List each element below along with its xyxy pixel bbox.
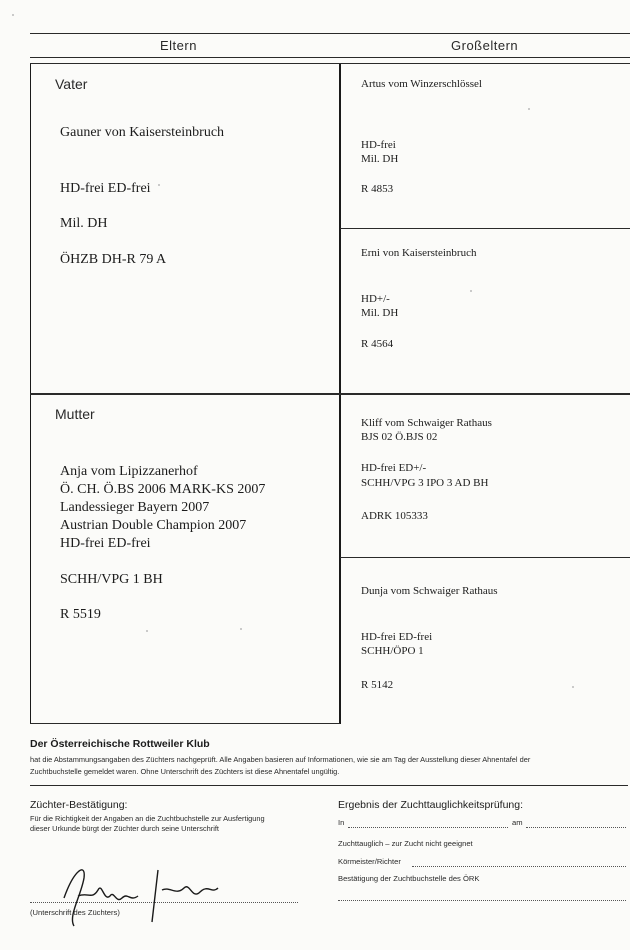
parents-divider xyxy=(30,393,630,395)
father-name: Gauner von Kaisersteinbruch xyxy=(60,125,225,140)
result-in-label: In xyxy=(338,818,345,827)
gp-divider-1 xyxy=(340,228,630,229)
club-text-2: Zuchtbuchstelle gemeldet waren. Ohne Unterschrift des Züchters ist diese Ahnentafel ungültig. xyxy=(30,767,340,776)
grandparents-header: Großeltern xyxy=(451,38,519,53)
result-bestaetigung-field[interactable] xyxy=(338,900,626,901)
result-bestaetigung-label: Bestätigung der Zuchtbuchstelle des ÖRK xyxy=(338,874,480,883)
scan-speck xyxy=(240,628,242,630)
scan-speck xyxy=(146,630,148,632)
top-rule xyxy=(30,33,630,34)
gp2-reg: R 4564 xyxy=(361,338,394,350)
scan-speck xyxy=(470,290,472,292)
club-title: Der Österreichische Rottweiler Klub xyxy=(30,738,210,750)
result-am-label: am xyxy=(512,818,523,827)
gp4-line1: HD-frei ED-frei xyxy=(361,631,433,643)
breeder-text-1: Für die Richtigkeit der Angaben an die Zuchtbuchstelle zur Ausfertigung xyxy=(30,814,265,823)
table-top-border xyxy=(30,63,630,64)
result-koermeister-label: Körmeister/Richter xyxy=(338,857,401,866)
result-am-field[interactable] xyxy=(526,827,626,828)
result-title: Ergebnis der Zuchttauglichkeitsprüfung: xyxy=(338,799,524,811)
gp2-name: Erni von Kaisersteinbruch xyxy=(361,247,477,259)
gp3-line1: HD-frei ED+/- xyxy=(361,462,427,474)
mother-work: SCHH/VPG 1 BH xyxy=(60,572,163,587)
breeder-title: Züchter-Bestätigung: xyxy=(30,799,128,811)
gp1-reg: R 4853 xyxy=(361,183,394,195)
parents-header: Eltern xyxy=(160,38,197,53)
father-health: HD-frei ED-frei xyxy=(60,181,151,196)
scan-speck xyxy=(158,184,160,186)
gp4-line2: SCHH/ÖPO 1 xyxy=(361,645,424,657)
gp3-line2: SCHH/VPG 3 IPO 3 AD BH xyxy=(361,477,489,489)
gp3-name: Kliff vom Schwaiger Rathaus xyxy=(361,417,492,429)
breeder-signature-line xyxy=(30,902,298,903)
gp2-line2: Mil. DH xyxy=(361,307,399,319)
mother-health: HD-frei ED-frei xyxy=(60,536,151,551)
result-zucht-label: Zuchttauglich – zur Zucht nicht geeignet xyxy=(338,839,473,848)
result-in-field[interactable] xyxy=(348,827,508,828)
breeder-text-2: dieser Urkunde bürgt der Züchter durch seine Unterschrift xyxy=(30,824,219,833)
scan-speck xyxy=(12,14,14,16)
result-koermeister-field[interactable] xyxy=(412,866,626,867)
gp3-titles: BJS 02 Ö.BJS 02 xyxy=(361,431,438,443)
club-text-1: hat die Abstammungsangaben des Züchters nachgeprüft. Alle Angaben basieren auf Informationen, wie sie am Tag der Ausstellung dieser Ahnentafel der xyxy=(30,755,531,764)
breeder-signature xyxy=(58,860,228,930)
mother-titles: Ö. CH. Ö.BS 2006 MARK-KS 2007 xyxy=(60,482,266,497)
mother-winner: Landessieger Bayern 2007 xyxy=(60,500,210,515)
footer-rule xyxy=(30,785,628,786)
gp1-name: Artus vom Winzerschlössel xyxy=(361,78,482,90)
gp3-reg: ADRK 105333 xyxy=(361,510,428,522)
father-title: Vater xyxy=(55,76,88,92)
gp1-line2: Mil. DH xyxy=(361,153,399,165)
mother-reg: R 5519 xyxy=(60,607,101,622)
gp4-name: Dunja vom Schwaiger Rathaus xyxy=(361,585,498,597)
father-reg: ÖHZB DH-R 79 A xyxy=(60,252,167,267)
gp4-reg: R 5142 xyxy=(361,679,394,691)
scan-speck xyxy=(572,686,574,688)
header-rule xyxy=(30,57,630,58)
mother-title: Mutter xyxy=(55,406,95,422)
breeder-signature-label: (Unterschrift des Züchters) xyxy=(30,908,120,917)
gp2-line1: HD+/- xyxy=(361,293,390,305)
table-bottom-border xyxy=(30,723,340,724)
gp-divider-2 xyxy=(340,557,630,558)
mother-name: Anja vom Lipizzanerhof xyxy=(60,464,198,479)
father-mil: Mil. DH xyxy=(60,216,108,231)
scan-speck xyxy=(528,108,530,110)
gp1-line1: HD-frei xyxy=(361,139,396,151)
mother-champion: Austrian Double Champion 2007 xyxy=(60,518,247,533)
